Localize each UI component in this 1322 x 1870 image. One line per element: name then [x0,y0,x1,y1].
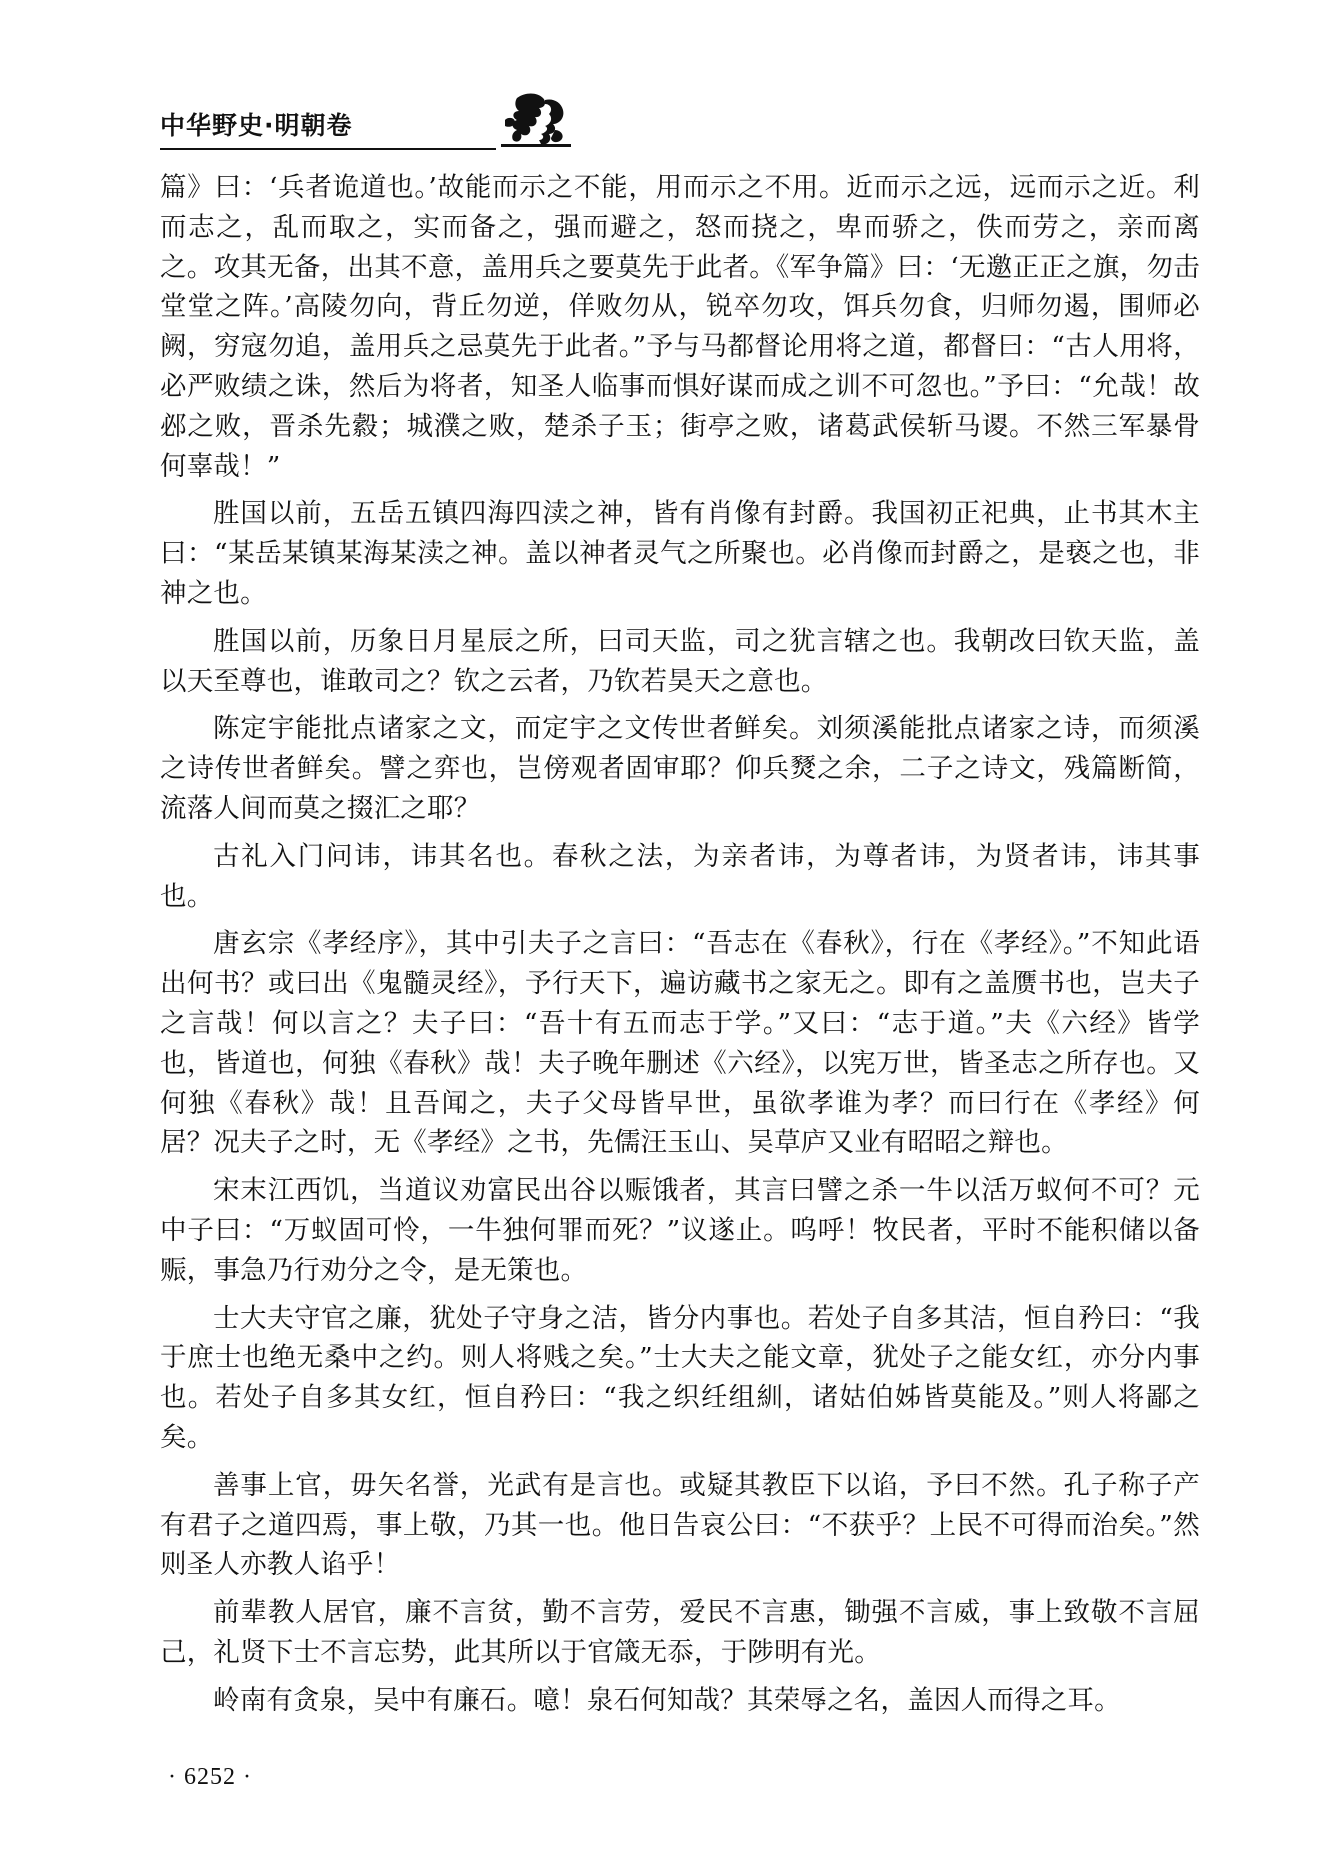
paragraph: 宋末江西饥，当道议劝富民出谷以赈饿者，其言曰譬之杀一牛以活万蚁何不可？元中子曰：“万蚁固可怜，一牛独何罪而死？”议遂止。呜呼！牧民者，平时不能积储以备赈，事急乃行劝分之令，是无策也。 [160,1175,1200,1286]
paragraph: 唐玄宗《孝经序》，其中引夫子之言曰：“吾志在《春秋》，行在《孝经》。”不知此语出何书？或曰出《鬼髓灵经》，予行天下，遍访藏书之家无之。即有之盖赝书也，岂夫子之言哉！何以言之？夫子曰：“吾十有五而志于学。”又曰：“志于道。”夫《六经》皆学也，皆道也，何独《春秋》哉！夫子晚年删述《六经》，以宪万世，皆圣志之所存也。又何独《春秋》哉！且吾闻之，夫子父母皆早世，虽欲孝谁为孝？而曰行在《孝经》何居？况夫子之时，无《孝经》之书，先儒汪玉山、吴草庐又业有昭昭之辩也。 [160,928,1200,1159]
main-text [160,168,1200,1728]
paragraph: 古礼入门问讳，讳其名也。春秋之法，为亲者讳，为尊者讳，为贤者讳，讳其事也。 [160,840,1200,912]
paragraph: 前辈教人居官，廉不言贫，勤不言劳，爱民不言惠，锄强不言威，事上致敬不言屈己，礼贤下士不言忘势，此其所以于官箴无忝，于陟明有光。 [160,1597,1200,1668]
page-number: · 6252 · [168,1764,252,1790]
paragraph: 陈定宇能批点诸家之文，而定宇之文传世者鲜矣。刘须溪能批点诸家之诗，而须溪之诗传世者鲜矣。譬之弈也，岂傍观者固审耶？仰兵燹之余，二子之诗文，残篇断简，流落人间而莫之掇汇之耶？ [160,713,1200,824]
paragraph: 士大夫守官之廉，犹处子守身之洁，皆分内事也。若处子自多其洁，恒自矜曰：“我于庶士也绝无桑中之约。则人将贱之矣。”士大夫之能文章，犹处子之能女红，亦分内事也。若处子自多其女红，恒自矜曰：“我之织纴组紃，诸姑伯姊皆莫能及。”则人将鄙之矣。 [160,1302,1200,1453]
running-header [160,90,1200,150]
header-rule [160,148,496,150]
paragraph-continued: 篇》曰：‘兵者诡道也。’故能而示之不能，用而示之不用。近而示之远，远而示之近。利而志之，乱而取之，实而备之，强而避之，怒而挠之，卑而骄之，佚而劳之，亲而离之。攻其无备，出其不意，盖用兵之要莫先于此者。《军争篇》曰：‘无邀正正之旗，勿击堂堂之阵。’高陵勿向，背丘勿逆，佯败勿从，锐卒勿攻，饵兵勿食，归师勿遏，围师必阙，穷寇勿追，盖用兵之忌莫先于此者。”予与马都督论用将之道，都督曰：“古人用将，必严败绩之诛，然后为将者，知圣人临事而惧好谋而成之训不可忽也。”予曰：“允哉！故邲之败，晋杀先縠；城濮之败，楚杀子玉；街亭之败，诸葛武侯斩马谡。不然三军暴骨何辜哉！” [160,172,1200,482]
paragraph: 岭南有贪泉，吴中有廉石。噫！泉石何知哉？其荣辱之名，盖因人而得之耳。 [213,1684,1121,1716]
paragraph: 胜国以前，历象日月星辰之所，曰司天监，司之犹言辖之也。我朝改曰钦天监，盖以天至尊也，谁敢司之？钦之云者，乃钦若昊天之意也。 [160,625,1200,697]
paragraph: 胜国以前，五岳五镇四海四渎之神，皆有肖像有封爵。我国初正祀典，止书其木主曰：“某岳某镇某海某渎之神。盖以神者灵气之所聚也。必肖像而封爵之，是亵之也，非神之也。 [160,498,1200,609]
paragraph: 善事上官，毋矢名誉，光武有是言也。或疑其教臣下以谄，予曰不然。孔子称子产有君子之道四焉，事上敬，乃其一也。他日告哀公曰：“不获乎？上民不可得而治矣。”然则圣人亦教人谄乎！ [160,1469,1200,1581]
book-title: 中华野史·明朝卷 [160,111,353,140]
dragon-emblem-icon [495,90,575,152]
